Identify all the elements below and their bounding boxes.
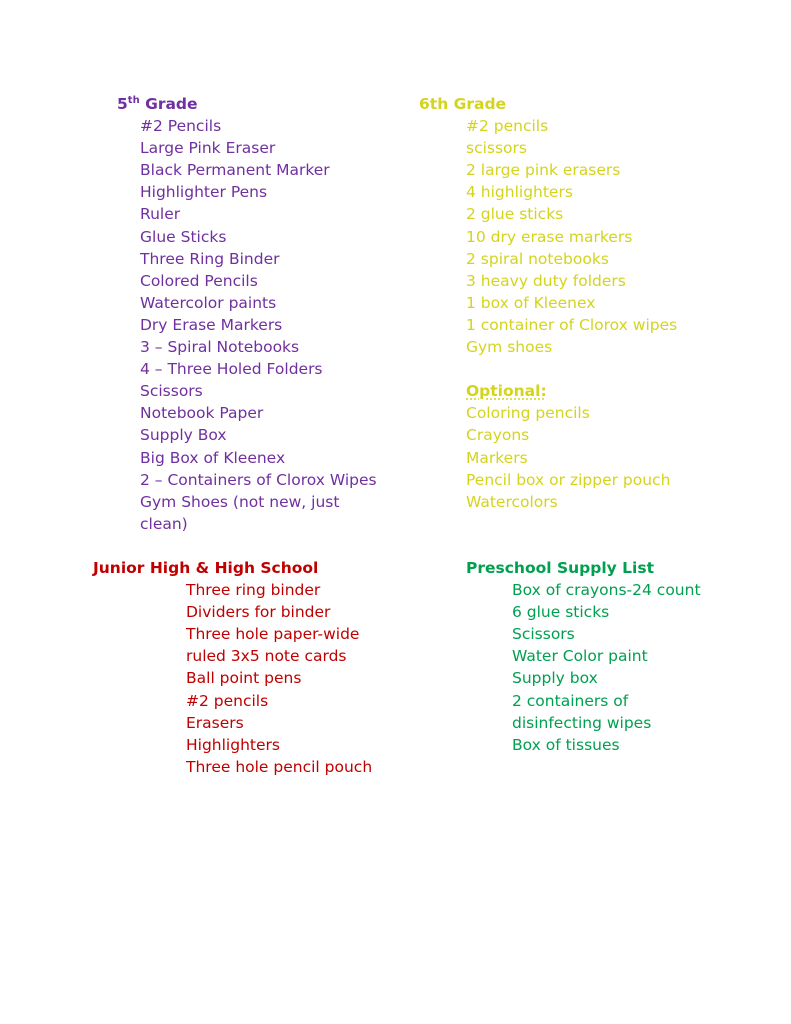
junior-high-item: Three hole pencil pouch [186,757,373,776]
junior-high-item: Highlighters [186,735,280,754]
preschool-item: Scissors [512,625,575,644]
sixth-grade-optional-block [466,380,719,402]
junior-high-item: #2 pencils [186,691,269,710]
junior-high-item: Ball point pens [186,669,302,688]
optional-heading: Optional: [466,382,547,401]
sixth-grade-optional-item: Watercolors [466,492,558,511]
fifth-grade-item: Watercolor paints [140,293,277,312]
sixth-grade-item: 2 glue sticks [466,205,564,224]
sixth-grade-item: #2 pencils [466,117,549,136]
sixth-grade-optional-item: Markers [466,448,528,467]
fifth-grade-item: Supply Box [140,426,227,445]
sixth-grade-item: 2 large pink erasers [466,161,621,180]
sixth-grade-item: scissors [466,139,527,158]
fifth-grade-item: 4 – Three Holed Folders [140,360,323,379]
fifth-grade-item: Glue Sticks [140,227,227,246]
fifth-grade-item: clean) [140,514,188,533]
fifth-grade-section [117,93,387,535]
preschool-item: Box of tissues [512,735,620,754]
preschool-item: 6 glue sticks [512,603,610,622]
junior-high-item: Three ring binder [186,581,321,600]
preschool-list [512,579,766,756]
fifth-grade-heading-label: Grade [139,95,198,113]
sixth-grade-list [466,115,719,358]
sixth-grade-item: 3 heavy duty folders [466,271,626,290]
fifth-grade-item: Gym Shoes (not new, just [140,492,340,511]
junior-high-heading: Junior High & High School [93,559,319,577]
fifth-grade-item: Ruler [140,205,181,224]
fifth-grade-item: Black Permanent Marker [140,161,330,180]
preschool-item: 2 containers of [512,691,629,710]
sixth-grade-item: 1 container of Clorox wipes [466,315,678,334]
sixth-grade-item: 2 spiral notebooks [466,249,609,268]
fifth-grade-item: #2 Pencils [140,117,222,136]
fifth-grade-item: Notebook Paper [140,404,264,423]
preschool-item: Water Color paint [512,647,648,666]
fifth-grade-item: Scissors [140,382,203,401]
junior-high-item: Three hole paper-wide [186,625,360,644]
fifth-grade-item: Three Ring Binder [140,249,280,268]
junior-high-list [186,579,386,778]
fifth-grade-item: Highlighter Pens [140,183,268,202]
fifth-grade-item: Big Box of Kleenex [140,448,286,467]
section-spacer [419,358,719,380]
sixth-grade-optional-item: Pencil box or zipper pouch [466,470,671,489]
sixth-grade-optional-list [466,402,719,512]
fifth-grade-item: 3 – Spiral Notebooks [140,338,300,357]
sixth-grade-section [419,93,719,513]
preschool-heading: Preschool Supply List [466,559,654,577]
junior-high-item: Dividers for binder [186,603,331,622]
fifth-grade-item: Dry Erase Markers [140,315,283,334]
sixth-grade-item: 10 dry erase markers [466,227,633,246]
preschool-item: Supply box [512,669,598,688]
sixth-grade-optional-item: Crayons [466,426,530,445]
fifth-grade-heading-number: 5 [117,95,128,113]
fifth-grade-item: 2 – Containers of Clorox Wipes [140,470,377,489]
sixth-grade-item: Gym shoes [466,338,553,357]
fifth-grade-item: Colored Pencils [140,271,258,290]
fifth-grade-heading [117,93,387,115]
fifth-grade-item: Large Pink Eraser [140,139,276,158]
junior-high-item: ruled 3x5 note cards [186,647,347,666]
sixth-grade-item: 1 box of Kleenex [466,293,596,312]
sixth-grade-item: 4 highlighters [466,183,573,202]
junior-high-section [93,557,393,778]
junior-high-item: Erasers [186,713,244,732]
sixth-grade-heading: 6th Grade [419,95,507,113]
preschool-item: Box of crayons-24 count [512,581,701,600]
preschool-item: disinfecting wipes [512,713,652,732]
preschool-section [466,557,766,756]
sixth-grade-optional-item: Coloring pencils [466,404,590,423]
fifth-grade-list [140,115,387,535]
fifth-grade-heading-ordinal: th [127,95,140,106]
